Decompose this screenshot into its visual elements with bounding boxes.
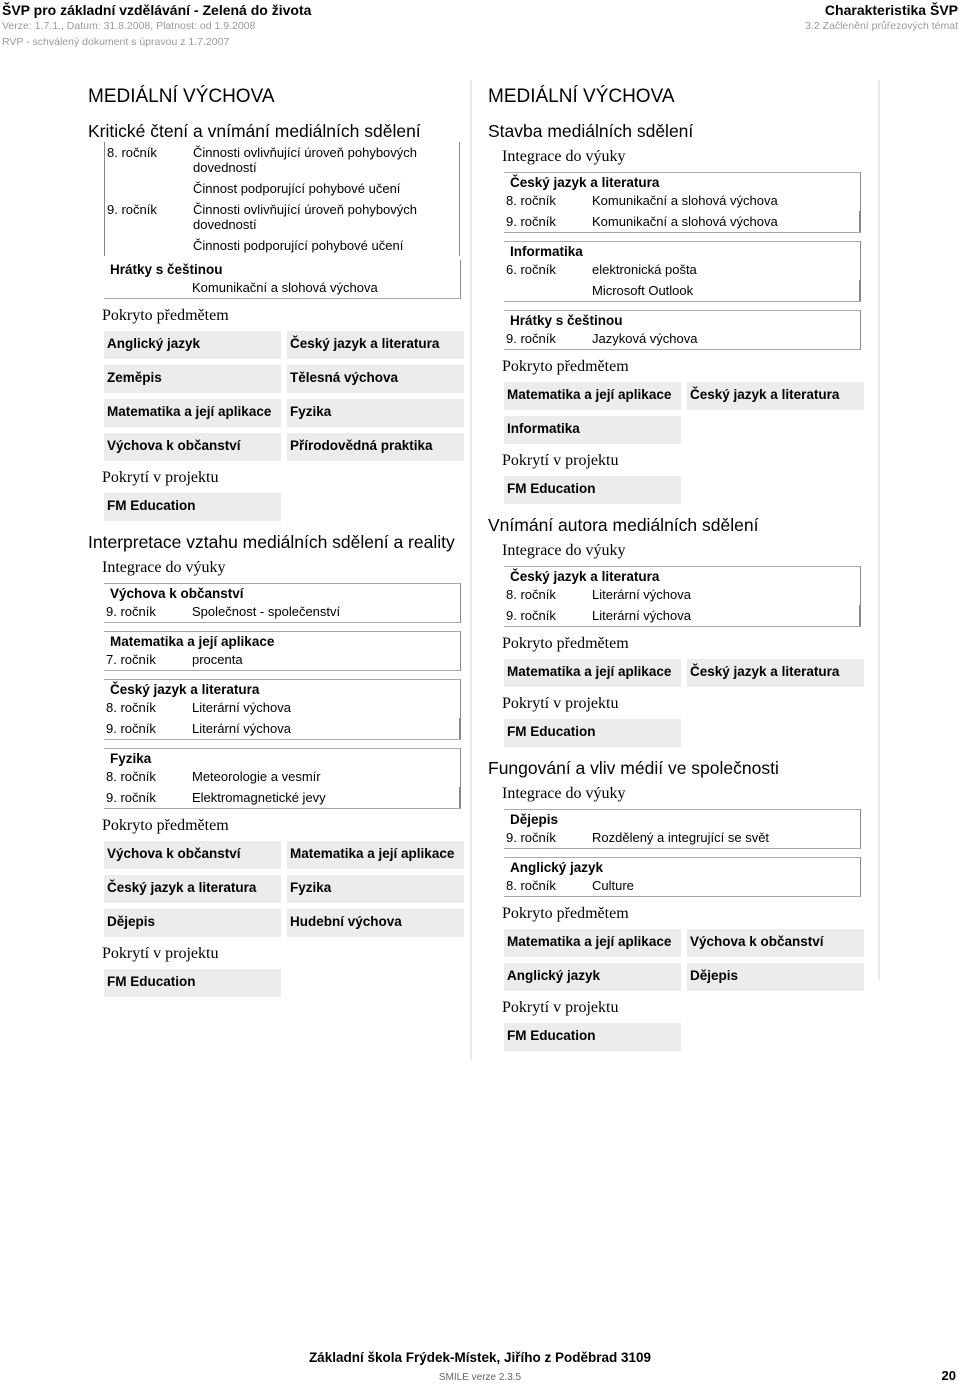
- year-row: [104, 178, 460, 199]
- subject-topic: Literární výchova: [592, 608, 691, 623]
- covered-subject-tile: Informatika: [504, 416, 681, 444]
- subject-topic: Literární výchova: [192, 721, 291, 736]
- year-label: 6. ročník: [506, 262, 556, 277]
- topic-item: Činnosti ovlivňující úroveň pohybových dovedností: [193, 145, 418, 175]
- covered-label: Pokryto předmětem: [502, 905, 629, 922]
- subject-block: [104, 583, 461, 623]
- covered-subject-tile: Tělesná výchova: [287, 365, 464, 393]
- subject-name: Hrátky s češtinou: [110, 262, 223, 277]
- project-label: Pokrytí v projektu: [502, 695, 619, 712]
- year-label: 8. ročník: [506, 878, 556, 893]
- year-row: [104, 142, 460, 178]
- year-row: [504, 190, 860, 211]
- covered-subject-tile: Matematika a její aplikace: [504, 382, 681, 410]
- subject-name: Informatika: [510, 244, 583, 259]
- version-line: Verze: 1.7.1., Datum: 31.8.2008, Platnost: od 1.9.2008: [2, 20, 256, 32]
- integration-subjects: [488, 172, 868, 350]
- covered-subject-tile: Výchova k občanství: [104, 433, 281, 461]
- section-subtitle: 3.2 Začlenění průřezových témat: [805, 20, 958, 32]
- covered-grid: [104, 331, 468, 461]
- topic-title: Interpretace vztahu mediálních sdělení a reality: [88, 532, 455, 552]
- year-row: [504, 211, 860, 232]
- year-row: [504, 605, 860, 626]
- subject-name: Dějepis: [510, 812, 559, 827]
- year-label: 9. ročník: [107, 202, 157, 217]
- subject-name: Matematika a její aplikace: [110, 634, 275, 649]
- subject-topic: Meteorologie a vesmír: [192, 769, 321, 784]
- subject-block: [504, 809, 861, 849]
- subject-block: [104, 631, 461, 671]
- covered-grid: [504, 929, 868, 991]
- subject-name: Anglický jazyk: [510, 860, 604, 875]
- subject-topic: Komunikační a slohová výchova: [592, 193, 778, 208]
- year-row: [104, 235, 460, 256]
- subject-topic: Komunikační a slohová výchova: [192, 280, 378, 295]
- year-row: [504, 875, 860, 896]
- year-label: 8. ročník: [107, 145, 157, 160]
- year-label: 9. ročník: [106, 721, 156, 736]
- covered-subject-tile: Český jazyk a literatura: [104, 875, 281, 903]
- subject-name: Český jazyk a literatura: [110, 682, 260, 697]
- covered-subject-tile: Český jazyk a literatura: [287, 331, 464, 359]
- year-label: 7. ročník: [106, 652, 156, 667]
- year-label: 9. ročník: [506, 830, 556, 845]
- covered-subject-tile: Matematika a její aplikace: [504, 659, 681, 687]
- integration-subjects: [88, 583, 468, 809]
- subject-topic: Rozdělený a integrující se svět: [592, 830, 770, 845]
- topic-title: Kritické čtení a vnímání mediálních sdělení: [88, 121, 421, 141]
- year-label: 9. ročník: [506, 331, 556, 346]
- year-row: [504, 827, 860, 848]
- year-row: [504, 328, 860, 349]
- year-label: 9. ročník: [506, 214, 556, 229]
- covered-subject-tile: Český jazyk a literatura: [687, 659, 864, 687]
- subject-name: Fyzika: [110, 751, 152, 766]
- subject-topic: Společnost - společenství: [192, 604, 341, 619]
- section-title: Charakteristika ŠVP: [824, 2, 958, 18]
- year-row: [104, 601, 460, 622]
- year-row: [104, 766, 460, 787]
- column-divider-right: [878, 80, 880, 980]
- rvp-line: RVP - schválený dokument s úpravou z 1.7.2007: [2, 36, 230, 48]
- project-tile: FM Education: [504, 476, 681, 504]
- covered-subject-tile: Přírodovědná praktika: [287, 433, 464, 461]
- project-label: Pokrytí v projektu: [502, 999, 619, 1016]
- covered-subject-tile: Zeměpis: [104, 365, 281, 393]
- integration-label: Integrace do výuky: [502, 785, 626, 802]
- covered-grid: [104, 841, 468, 937]
- covered-subject-tile: Dějepis: [687, 963, 864, 991]
- subject-topic: Microsoft Outlook: [592, 283, 694, 298]
- topic-item: Činnost podporující pohybové učení: [193, 181, 401, 196]
- year-label: 9. ročník: [106, 790, 156, 805]
- subject-topic: Jazyková výchova: [592, 331, 698, 346]
- covered-subject-tile: Výchova k občanství: [687, 929, 864, 957]
- subject-topic: Komunikační a slohová výchova: [592, 214, 778, 229]
- year-label: 9. ročník: [506, 608, 556, 623]
- topic-title: Vnímání autora mediálních sdělení: [488, 515, 759, 535]
- subject-block: [504, 566, 861, 627]
- covered-subject-tile: Matematika a její aplikace: [287, 841, 464, 869]
- subject-block: [504, 241, 861, 302]
- right-column: [488, 80, 868, 1059]
- year-label: 8. ročník: [106, 700, 156, 715]
- covered-subject-tile: Matematika a její aplikace: [504, 929, 681, 957]
- integration-subjects: [488, 566, 868, 627]
- right-heading: MEDIÁLNÍ VÝCHOVA: [488, 86, 675, 107]
- topic-item: Činnosti ovlivňující úroveň pohybových dovedností: [193, 202, 418, 232]
- year-label: 8. ročník: [106, 769, 156, 784]
- covered-grid: [504, 382, 868, 444]
- project-tile: FM Education: [504, 719, 681, 747]
- year-label: 8. ročník: [506, 193, 556, 208]
- subject-block: [504, 172, 861, 233]
- integration-label: Integrace do výuky: [502, 542, 626, 559]
- covered-label: Pokryto předmětem: [502, 358, 629, 375]
- subject-block: [504, 857, 861, 897]
- left-heading: MEDIÁLNÍ VÝCHOVA: [88, 86, 275, 107]
- subject-block: [104, 748, 461, 809]
- topic-title: Fungování a vliv médií ve společnosti: [488, 758, 779, 778]
- subject-name: Výchova k občanství: [110, 586, 244, 601]
- project-label: Pokrytí v projektu: [102, 945, 219, 962]
- subject-topic: elektronická pošta: [592, 262, 697, 277]
- left-column: [88, 80, 468, 1005]
- year-row: [104, 649, 460, 670]
- project-tile: FM Education: [104, 969, 281, 997]
- covered-subject-tile: Matematika a její aplikace: [104, 399, 281, 427]
- year-label: [107, 181, 193, 196]
- covered-subject-tile: Anglický jazyk: [504, 963, 681, 991]
- year-label: 9. ročník: [106, 604, 156, 619]
- covered-grid: [504, 659, 868, 687]
- topic-title: Stavba mediálních sdělení: [488, 121, 694, 141]
- column-divider-left: [470, 80, 472, 1060]
- subject-topic: Elektromagnetické jevy: [192, 790, 326, 805]
- integration-subjects: [488, 809, 868, 897]
- subject-name: Hrátky s češtinou: [510, 313, 623, 328]
- covered-subject-tile: Hudební výchova: [287, 909, 464, 937]
- year-label: [506, 283, 592, 298]
- document-title: ŠVP pro základní vzdělávání - Zelená do života: [2, 2, 312, 18]
- covered-label: Pokryto předmětem: [502, 635, 629, 652]
- covered-subject-tile: Český jazyk a literatura: [687, 382, 864, 410]
- integration-label: Integrace do výuky: [102, 559, 226, 576]
- topic1-rows: [88, 142, 468, 256]
- page-number: 20: [941, 1368, 956, 1383]
- subject-block: [504, 310, 861, 350]
- subject-block: [104, 260, 461, 299]
- covered-subject-tile: Výchova k občanství: [104, 841, 281, 869]
- year-row: [104, 718, 460, 739]
- subject-topic: Literární výchova: [192, 700, 291, 715]
- subject-topic: Literární výchova: [592, 587, 691, 602]
- subject-name: Český jazyk a literatura: [510, 569, 660, 584]
- covered-label: Pokryto předmětem: [102, 817, 229, 834]
- year-row: [504, 584, 860, 605]
- year-label: 8. ročník: [506, 587, 556, 602]
- topic-item: Činnosti podporující pohybové učení: [193, 238, 404, 253]
- year-row: [504, 259, 860, 280]
- year-row: [504, 280, 860, 301]
- covered-subject-tile: Fyzika: [287, 875, 464, 903]
- school-name: Základní škola Frýdek-Místek, Jiřího z Poděbrad 3109: [308, 1350, 652, 1365]
- covered-label: Pokryto předmětem: [102, 307, 229, 324]
- covered-subject-tile: Anglický jazyk: [104, 331, 281, 359]
- project-tile: FM Education: [104, 493, 281, 521]
- year-row: [104, 697, 460, 718]
- subject-name: Český jazyk a literatura: [510, 175, 660, 190]
- covered-subject-tile: Fyzika: [287, 399, 464, 427]
- year-label: [107, 238, 193, 253]
- covered-subject-tile: Dějepis: [104, 909, 281, 937]
- subject-block: [104, 679, 461, 740]
- integration-label: Integrace do výuky: [502, 148, 626, 165]
- project-label: Pokrytí v projektu: [502, 452, 619, 469]
- project-label: Pokrytí v projektu: [102, 469, 219, 486]
- software-version: SMILE verze 2.3.5: [438, 1372, 522, 1383]
- year-row: [104, 787, 460, 808]
- subject-topic: Culture: [592, 878, 634, 893]
- subject-topic: procenta: [192, 652, 243, 667]
- year-row: [104, 199, 460, 235]
- project-tile: FM Education: [504, 1023, 681, 1051]
